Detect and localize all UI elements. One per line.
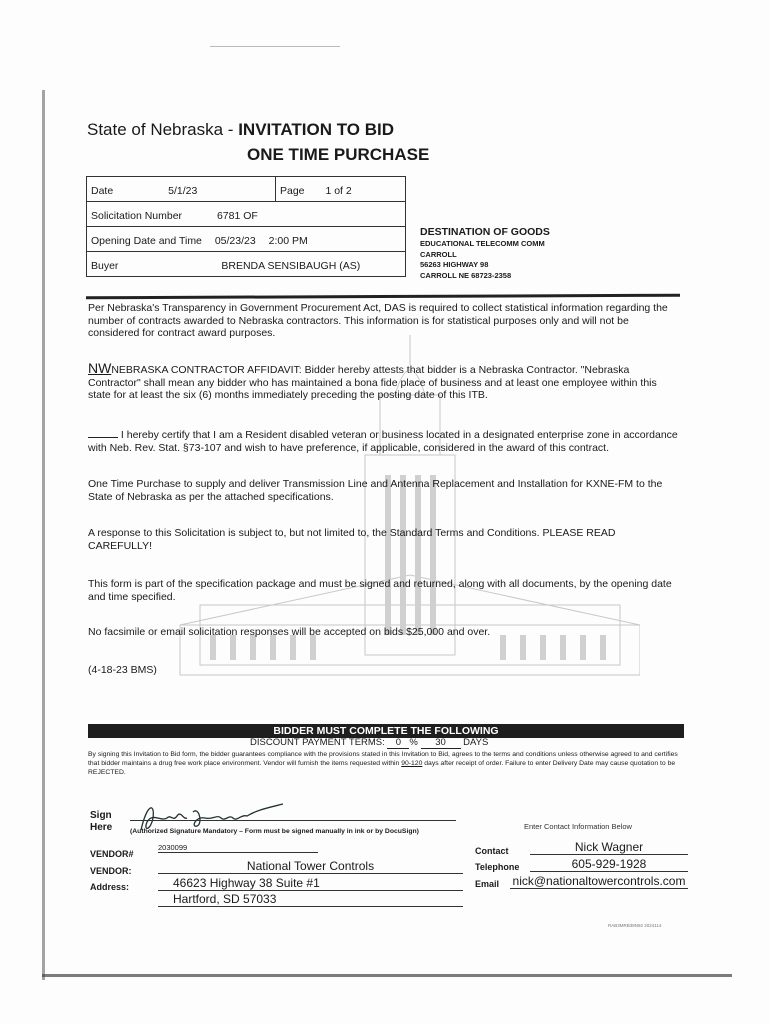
page-title-state (87, 120, 394, 140)
address-line-1-field[interactable]: 46623 Highway 38 Suite #1 (158, 876, 463, 891)
destination-line: 56263 HIGHWAY 98 (420, 260, 489, 269)
address-line-2-field[interactable]: Hartford, SD 57033 (158, 892, 463, 907)
scan-edge-top (210, 46, 340, 47)
facsimile-paragraph: No facsimile or email solicitation responses will be accepted on bids $25,000 and over. (88, 626, 491, 638)
telephone-label: Telephone (475, 862, 520, 872)
destination-title: DESTINATION OF GOODS (420, 226, 550, 238)
enter-contact-note: Enter Contact Information Below (524, 822, 632, 831)
response-paragraph: A response to this Solicitation is subject to, but not limited to, the Standard Terms and Conditions. PLEASE READ CAREFULLY! (88, 527, 616, 552)
fine-print-b: days after receipt of order. Failure to enter Delivery Date may cause quotation to be REJECTED. (88, 759, 676, 776)
discount-label: DISCOUNT PAYMENT TERMS: (250, 737, 385, 748)
days-label: DAYS (463, 737, 489, 748)
destination-line: EDUCATIONAL TELECOMM COMM (420, 239, 545, 248)
affidavit-paragraph (88, 362, 678, 402)
vendor-number-field[interactable]: 2030099 (158, 843, 318, 853)
buyer-label: Buyer (91, 260, 119, 272)
vendor-label: VENDOR: (90, 866, 132, 876)
opening-time: 2:00 PM (268, 235, 308, 247)
solicitation-label: Solicitation Number (91, 210, 183, 222)
here-label: Here (90, 822, 113, 833)
form-paragraph: This form is part of the specification package and must be signed and returned, along with all documents, by the opening date and time specified. (88, 578, 672, 603)
sign-here-label (90, 810, 112, 834)
email-field[interactable]: nick@nationaltowercontrols.com (510, 874, 688, 889)
document-subtitle: ONE TIME PURCHASE (247, 145, 430, 164)
transparency-paragraph: Per Nebraska's Transparency in Government Procurement Act, DAS is required to collect statistical information regarding the number of contracts awarded to Nebraska contractors. This information is for statistical purposes only and will not be considered for contract award purposes. (88, 302, 668, 339)
form-code: (4-18-23 BMS) (88, 664, 157, 676)
purchase-paragraph: One Time Purchase to supply and deliver Transmission Line and Antenna Replacement and Installation for KXNE-FM to the State of Nebraska as per the attached specifications. (88, 478, 663, 503)
contact-label: Contact (475, 846, 509, 856)
opening-date: 05/23/23 (214, 235, 256, 247)
date-label: Date (91, 185, 114, 197)
affidavit-initials: NW (88, 360, 112, 376)
destination-of-goods (420, 226, 620, 281)
destination-line: CARROLL (420, 249, 457, 259)
sign-label: Sign (90, 810, 112, 821)
opening-label: Opening Date and Time (91, 235, 202, 247)
veteran-text: I hereby certify that I am a Resident disabled veteran or business located in a designated enterprise zone in accordance with Neb. Rev. Stat. §73-107 and wish to have preference, if applicable, considered in the award of this contract. (88, 429, 678, 454)
discount-terms (250, 737, 488, 749)
date-value: 5/1/23 (168, 185, 198, 197)
fine-print-a: By signing this Invitation to Bid form, the bidder guarantees compliance with the provisions stated in this Invitation to Bid, agrees to the terms and conditions unless otherwise agreed to and certifies that bidder maintains a drug free work place environment. Vendor will furnish the items requested within (88, 751, 678, 767)
state-name: State of Nebraska - (87, 120, 234, 139)
solicitation-value: 6781 OF (216, 210, 258, 222)
buyer-value: BRENDA SENSIBAUGH (AS) (221, 260, 361, 272)
fine-print (88, 751, 684, 777)
delivery-days: 90-120 (401, 759, 423, 767)
discount-percent-field[interactable]: 0 (387, 737, 409, 749)
scan-edge-bottom (42, 974, 732, 977)
vendor-number-label: VENDOR# (90, 849, 134, 859)
authorized-note: (Authorized Signature Mandatory – Form must be signed manually in ink or by DocuSign) (130, 828, 419, 835)
page-value: 1 of 2 (325, 185, 352, 197)
percent-sign: % (409, 737, 418, 748)
affidavit-text: NEBRASKA CONTRACTOR AFFIDAVIT: Bidder hereby attests that bidder is a Nebraska Contractor. "Nebraska Contractor" shall mean any bidder who has maintained a bona fide place of business and at least one employee within this state for at least the six (6) months immediately preceding the posting date of this ITB. (88, 364, 657, 401)
section-divider (86, 294, 680, 300)
email-label: Email (475, 879, 500, 889)
scan-edge-left (42, 90, 45, 980)
veteran-initials-blank[interactable] (88, 428, 118, 438)
discount-days-field[interactable]: 30 (421, 737, 461, 749)
contact-name-field[interactable]: Nick Wagner (530, 840, 688, 855)
bidder-section-bar: BIDDER MUST COMPLETE THE FOLLOWING (88, 724, 684, 738)
solicitation-info-table (86, 176, 406, 277)
telephone-field[interactable]: 605-929-1928 (530, 857, 688, 872)
address-label: Address: (90, 882, 130, 892)
docusign-stamp: RAB3MRB38N92 2024114 (608, 923, 662, 928)
vendor-name-field[interactable]: National Tower Controls (158, 859, 463, 874)
signature-line (130, 820, 456, 821)
document-title: INVITATION TO BID (238, 120, 395, 139)
veteran-paragraph (88, 428, 678, 454)
page-label: Page (280, 185, 305, 197)
destination-line: CARROLL NE 68723-2358 (420, 270, 512, 280)
